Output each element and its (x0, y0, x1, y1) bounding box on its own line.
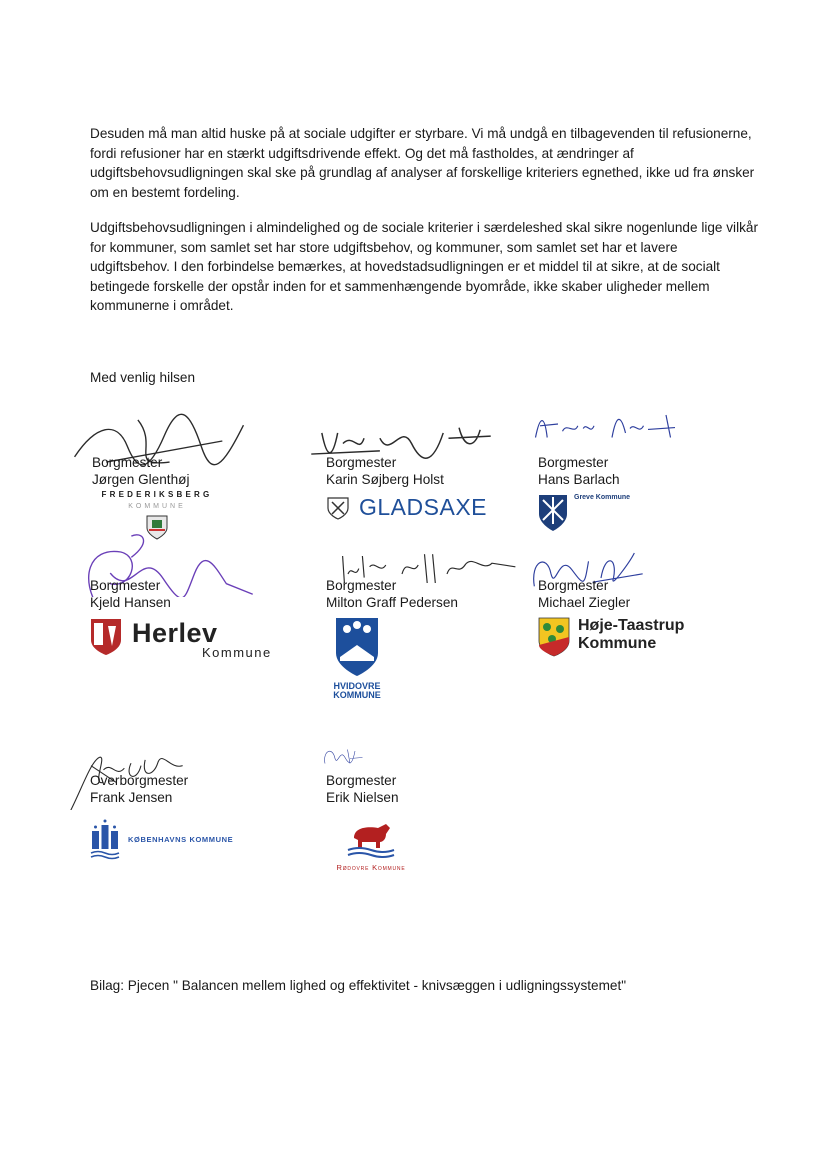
signatory-title: Borgmester (326, 578, 397, 593)
signatory-title: Overborgmester (90, 773, 189, 788)
signatory-title: Borgmester (90, 578, 161, 593)
paragraph-2: Udgiftsbehovsudligningen i almindelighed og de sociale kriterier i særdeleshed skal sikre nogenlunde lige vilkår for kommuner, som samlet set har store udgiftsbehov, og kommuner, som samlet set har et lavere udgiftsbehov. I den forbindelse bemærkes, at hovedstadsudligningen er et middel til at sikre, at de socialt betingede forskelle der opstår inden for et sammenhængende byområde, ikke skaber uligheder mellem kommunerne i området. (90, 220, 758, 313)
logo-text: HVIDOVRE (333, 681, 381, 691)
signatory-name: Frank Jensen (90, 790, 173, 805)
signatory-title: Borgmester (538, 578, 609, 593)
signature-block-barlach (538, 454, 620, 488)
signature-block-jensen (90, 772, 188, 806)
greve-crest-icon (538, 494, 568, 532)
logo-subtext: KOMMUNE (128, 503, 186, 510)
closing-greeting: Med venlig hilsen (90, 370, 196, 385)
logo-text: KØBENHAVNS KOMMUNE (128, 834, 234, 844)
logo-text: GLADSAXE (359, 494, 487, 520)
koebenhavn-logo (90, 817, 233, 861)
signature-block-nielsen (326, 772, 399, 806)
logo-text: Rødovre Kommune (336, 863, 406, 872)
hoeje-taastrup-crest-icon (538, 617, 570, 657)
signature-block-holst (326, 454, 444, 488)
logo-text: Høje-Taastrup (578, 617, 685, 634)
signatory-name: Kjeld Hansen (90, 595, 171, 610)
signatory-title: Borgmester (326, 773, 397, 788)
logo-subtext: Kommune (202, 645, 272, 660)
signatory-name: Karin Søjberg Holst (326, 472, 444, 487)
signatory-name: Milton Graff Pedersen (326, 595, 458, 610)
logo-subtext: Kommune (578, 635, 657, 652)
herlev-logo (90, 618, 272, 660)
herlev-crest-icon (90, 618, 122, 656)
logo-text: Greve Kommune (574, 494, 631, 501)
signatory-name: Jørgen Glenthøj (92, 472, 190, 487)
hoeje-taastrup-logo (538, 617, 684, 657)
hvidovre-logo (326, 617, 388, 700)
paragraph-1: Desuden må man altid huske på at sociale udgifter er styrbare. Vi må undgå en tilbagevenden til refusionerne, fordi refusioner har en stærkt udgiftsdrivende effekt. Og det må fastholdes, at ændringer af udgiftsbehovsudligningen skal ske på grundlag af analyser af forskellige kriteriers egnethed, ikke ud fra ønsker om en bestemt fordeling. (90, 126, 755, 200)
handwritten-signature (522, 406, 702, 451)
signature-block-hansen (90, 577, 171, 611)
gladsaxe-crest-icon (327, 496, 349, 520)
signatory-name: Michael Ziegler (538, 595, 631, 610)
frederiksberg-logo (92, 490, 222, 545)
signatory-title: Borgmester (326, 455, 397, 470)
gladsaxe-logo (327, 494, 487, 521)
frederiksberg-crest-icon (145, 514, 169, 540)
signatory-name: Erik Nielsen (326, 790, 399, 805)
logo-subtext: KOMMUNE (333, 690, 381, 700)
signature-block-glenthoj (92, 454, 189, 488)
signatory-title: Borgmester (92, 455, 163, 470)
hvidovre-crest-icon (335, 617, 379, 677)
signatory-name: Hans Barlach (538, 472, 620, 487)
roedovre-bull-icon (346, 816, 396, 858)
logo-text: FREDERIKSBERG (101, 490, 213, 499)
greve-logo (538, 494, 630, 532)
attachment-note: Bilag: Pjecen " Balancen mellem lighed og effektivitet - knivsæggen i udligningssystemet" (90, 978, 627, 993)
koebenhavn-towers-icon (90, 817, 120, 861)
roedovre-logo (326, 816, 416, 872)
logo-text: Herlev (132, 618, 218, 648)
signature-block-ziegler (538, 577, 630, 611)
signatory-title: Borgmester (538, 455, 609, 470)
signature-block-pedersen (326, 577, 458, 611)
